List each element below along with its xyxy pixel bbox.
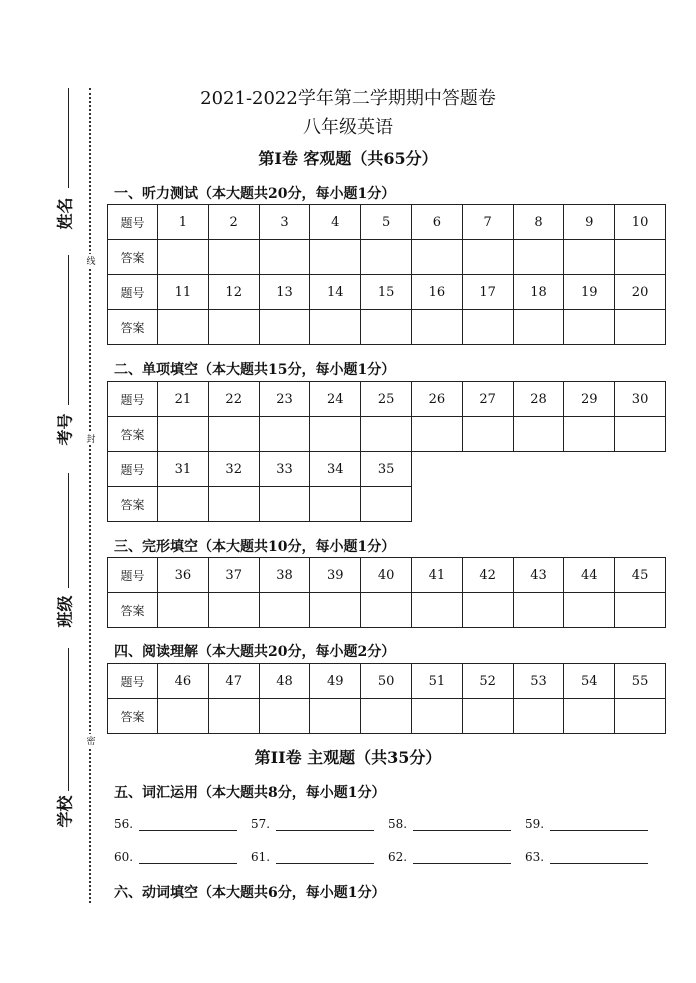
question-number: 2 — [208, 205, 259, 240]
question-number: 32 — [208, 452, 259, 487]
section4-grid — [107, 663, 666, 734]
answer-cell[interactable] — [615, 310, 666, 345]
question-number: 10 — [615, 205, 666, 240]
question-number: 42 — [462, 558, 513, 593]
answer-cell[interactable] — [615, 417, 666, 452]
question-number: 23 — [259, 382, 310, 417]
table-row — [108, 310, 666, 345]
name-label: 姓名 — [55, 197, 75, 230]
class-label: 班级 — [55, 595, 75, 628]
answer-cell[interactable] — [411, 593, 462, 628]
binding-dotted-line — [89, 88, 91, 903]
ans-label: 答案 — [108, 593, 158, 628]
table-row — [108, 593, 666, 628]
question-number: 13 — [259, 275, 310, 310]
fill-row-2 — [114, 850, 674, 864]
answer-cell[interactable] — [462, 417, 513, 452]
question-number: 41 — [411, 558, 462, 593]
answer-cell[interactable] — [259, 699, 310, 734]
question-number: 49 — [310, 664, 361, 699]
section5-title: 五、词汇运用（本大题共8分，每小题1分） — [114, 785, 386, 801]
answer-cell[interactable] — [361, 417, 412, 452]
answer-cell[interactable] — [462, 310, 513, 345]
fill-number: 56. — [114, 817, 134, 831]
question-number: 11 — [158, 275, 209, 310]
num-label: 题号 — [108, 664, 158, 699]
answer-cell[interactable] — [310, 593, 361, 628]
answer-blank[interactable] — [413, 850, 511, 864]
question-number: 31 — [158, 452, 209, 487]
answer-cell[interactable] — [513, 240, 564, 275]
exam-no-line — [68, 255, 69, 405]
question-number: 54 — [564, 664, 615, 699]
fill-item — [114, 850, 251, 864]
answer-blank[interactable] — [139, 850, 237, 864]
answer-cell[interactable] — [564, 310, 615, 345]
question-number: 12 — [208, 275, 259, 310]
answer-cell[interactable] — [615, 593, 666, 628]
fill-number: 57. — [251, 817, 271, 831]
question-number: 39 — [310, 558, 361, 593]
class-line — [68, 473, 69, 588]
answer-cell[interactable] — [361, 240, 412, 275]
answer-cell[interactable] — [615, 240, 666, 275]
question-number: 9 — [564, 205, 615, 240]
mark-mi: 密 — [86, 734, 96, 747]
answer-cell[interactable] — [259, 417, 310, 452]
answer-cell[interactable] — [208, 240, 259, 275]
question-number: 34 — [310, 452, 361, 487]
answer-cell[interactable] — [361, 310, 412, 345]
answer-cell[interactable] — [208, 487, 259, 522]
answer-cell[interactable] — [259, 487, 310, 522]
fill-number: 61. — [251, 850, 271, 864]
question-number: 1 — [158, 205, 209, 240]
question-number: 7 — [462, 205, 513, 240]
section3-grid — [107, 557, 666, 628]
part1-heading: 第Ⅰ卷 客观题（共65分） — [258, 149, 438, 168]
question-number: 28 — [513, 382, 564, 417]
question-number: 53 — [513, 664, 564, 699]
ans-label: 答案 — [108, 417, 158, 452]
answer-cell[interactable] — [462, 593, 513, 628]
question-number: 46 — [158, 664, 209, 699]
answer-cell[interactable] — [158, 699, 209, 734]
answer-cell[interactable] — [564, 417, 615, 452]
fill-number: 60. — [114, 850, 134, 864]
table-row — [108, 240, 666, 275]
question-number: 33 — [259, 452, 310, 487]
answer-cell[interactable] — [462, 240, 513, 275]
section3-title: 三、完形填空（本大题共10分，每小题1分） — [114, 539, 396, 555]
question-number: 16 — [411, 275, 462, 310]
section1-title: 一、听力测试（本大题共20分，每小题1分） — [114, 186, 396, 202]
question-number: 55 — [615, 664, 666, 699]
answer-cell[interactable] — [158, 417, 209, 452]
num-label: 题号 — [108, 205, 158, 240]
question-number: 44 — [564, 558, 615, 593]
fill-number: 59. — [525, 817, 545, 831]
answer-cell[interactable] — [411, 240, 462, 275]
part2-heading: 第II卷 主观题（共35分） — [254, 748, 442, 767]
ans-label: 答案 — [108, 487, 158, 522]
question-number: 8 — [513, 205, 564, 240]
answer-blank[interactable] — [550, 817, 648, 831]
answer-blank[interactable] — [550, 850, 648, 864]
answer-blank[interactable] — [139, 817, 237, 831]
school-label: 学校 — [55, 795, 75, 828]
fill-item — [388, 817, 525, 831]
answer-cell[interactable] — [411, 310, 462, 345]
section2-grid-a — [107, 381, 666, 452]
answer-cell[interactable] — [259, 240, 310, 275]
table-row — [108, 417, 666, 452]
num-label: 题号 — [108, 382, 158, 417]
question-number: 38 — [259, 558, 310, 593]
question-number: 19 — [564, 275, 615, 310]
answer-cell[interactable] — [361, 593, 412, 628]
question-number: 35 — [361, 452, 412, 487]
answer-cell[interactable] — [208, 593, 259, 628]
fill-number: 58. — [388, 817, 408, 831]
table-row — [108, 275, 666, 310]
question-number: 24 — [310, 382, 361, 417]
table-row — [108, 487, 412, 522]
page-subtitle: 八年级英语 — [303, 117, 393, 138]
question-number: 21 — [158, 382, 209, 417]
question-number: 4 — [310, 205, 361, 240]
question-number: 37 — [208, 558, 259, 593]
num-label: 题号 — [108, 452, 158, 487]
question-number: 52 — [462, 664, 513, 699]
question-number: 36 — [158, 558, 209, 593]
answer-cell[interactable] — [158, 487, 209, 522]
answer-cell[interactable] — [208, 417, 259, 452]
fill-item — [525, 850, 662, 864]
answer-cell[interactable] — [310, 417, 361, 452]
page-title: 2021-2022学年第二学期期中答题卷 — [200, 88, 496, 109]
table-row — [108, 205, 666, 240]
question-number: 50 — [361, 664, 412, 699]
question-number: 6 — [411, 205, 462, 240]
answer-cell[interactable] — [310, 487, 361, 522]
question-number: 43 — [513, 558, 564, 593]
question-number: 14 — [310, 275, 361, 310]
answer-cell[interactable] — [513, 417, 564, 452]
fill-item — [114, 817, 251, 831]
question-number: 17 — [462, 275, 513, 310]
answer-cell[interactable] — [208, 699, 259, 734]
answer-blank[interactable] — [276, 850, 374, 864]
num-label: 题号 — [108, 558, 158, 593]
question-number: 25 — [361, 382, 412, 417]
question-number: 47 — [208, 664, 259, 699]
section6-title: 六、动词填空（本大题共6分，每小题1分） — [114, 885, 386, 901]
question-number: 30 — [615, 382, 666, 417]
fill-row-1 — [114, 817, 674, 831]
fill-number: 63. — [525, 850, 545, 864]
ans-label: 答案 — [108, 699, 158, 734]
answer-cell[interactable] — [259, 310, 310, 345]
ans-label: 答案 — [108, 240, 158, 275]
question-number: 20 — [615, 275, 666, 310]
mark-xian: 线 — [86, 254, 96, 267]
answer-cell[interactable] — [158, 310, 209, 345]
question-number: 5 — [361, 205, 412, 240]
answer-blank[interactable] — [276, 817, 374, 831]
answer-cell[interactable] — [310, 240, 361, 275]
ans-label: 答案 — [108, 310, 158, 345]
question-number: 26 — [411, 382, 462, 417]
answer-cell[interactable] — [564, 240, 615, 275]
answer-cell[interactable] — [361, 487, 412, 522]
answer-cell[interactable] — [513, 310, 564, 345]
section2-title: 二、单项填空（本大题共15分，每小题1分） — [114, 362, 396, 378]
section4-title: 四、阅读理解（本大题共20分，每小题2分） — [114, 644, 396, 660]
table-row — [108, 558, 666, 593]
answer-cell[interactable] — [513, 699, 564, 734]
answer-cell[interactable] — [158, 593, 209, 628]
question-number: 40 — [361, 558, 412, 593]
answer-cell[interactable] — [564, 593, 615, 628]
answer-cell[interactable] — [158, 240, 209, 275]
question-number: 29 — [564, 382, 615, 417]
section1-grid — [107, 204, 666, 345]
mark-feng: 封 — [86, 432, 96, 445]
table-row — [108, 452, 412, 487]
school-line — [68, 648, 69, 791]
answer-cell[interactable] — [310, 310, 361, 345]
fill-item — [388, 850, 525, 864]
answer-cell[interactable] — [615, 699, 666, 734]
question-number: 22 — [208, 382, 259, 417]
exam-no-label: 考号 — [55, 413, 75, 446]
question-number: 48 — [259, 664, 310, 699]
answer-cell[interactable] — [208, 310, 259, 345]
table-row — [108, 699, 666, 734]
question-number: 51 — [411, 664, 462, 699]
answer-blank[interactable] — [413, 817, 511, 831]
num-label: 题号 — [108, 275, 158, 310]
section2-grid-b — [107, 451, 412, 522]
answer-cell[interactable] — [411, 699, 462, 734]
question-number: 27 — [462, 382, 513, 417]
question-number: 18 — [513, 275, 564, 310]
answer-cell[interactable] — [513, 593, 564, 628]
question-number: 15 — [361, 275, 412, 310]
answer-cell[interactable] — [411, 417, 462, 452]
fill-item — [251, 817, 388, 831]
answer-cell[interactable] — [564, 699, 615, 734]
table-row — [108, 664, 666, 699]
fill-item — [251, 850, 388, 864]
answer-cell[interactable] — [361, 699, 412, 734]
fill-number: 62. — [388, 850, 408, 864]
answer-cell[interactable] — [310, 699, 361, 734]
fill-item — [525, 817, 662, 831]
question-number: 3 — [259, 205, 310, 240]
answer-cell[interactable] — [259, 593, 310, 628]
table-row — [108, 382, 666, 417]
question-number: 45 — [615, 558, 666, 593]
answer-cell[interactable] — [462, 699, 513, 734]
